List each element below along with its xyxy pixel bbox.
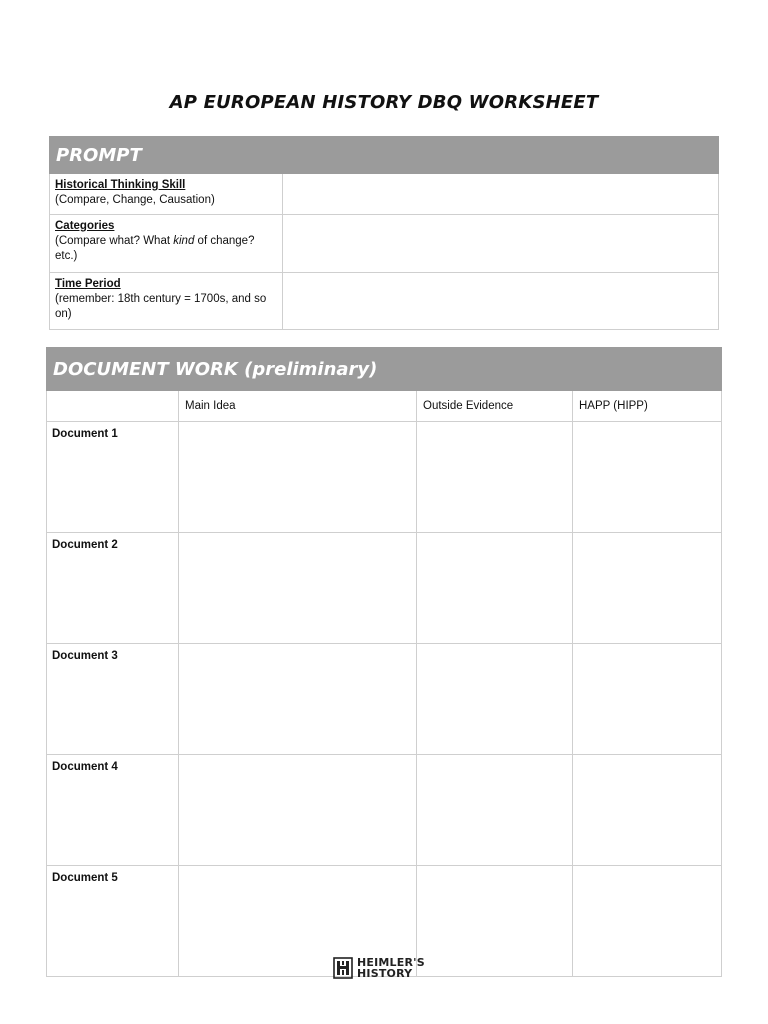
document-row xyxy=(47,422,722,533)
document-label: Document 4 xyxy=(47,755,179,866)
logo-wordmark: HEIMLER'S HISTORY xyxy=(357,956,425,980)
prompt-row-categories xyxy=(50,215,719,273)
main-idea-cell[interactable] xyxy=(179,644,417,755)
main-idea-cell[interactable] xyxy=(179,755,417,866)
column-header-happ: HAPP (HIPP) xyxy=(573,391,722,422)
heimlers-history-logo-icon xyxy=(333,957,353,979)
column-header-main-idea: Main Idea xyxy=(179,391,417,422)
document-row xyxy=(47,755,722,866)
happ-cell[interactable] xyxy=(573,755,722,866)
main-idea-cell[interactable] xyxy=(179,533,417,644)
document-row xyxy=(47,533,722,644)
main-idea-cell[interactable] xyxy=(179,422,417,533)
prompt-description: (remember: 18th century = 1700s, and so on) xyxy=(55,293,267,320)
prompt-answer-skill[interactable] xyxy=(283,174,719,215)
document-label: Document 2 xyxy=(47,533,179,644)
prompt-table xyxy=(49,136,719,330)
prompt-answer-time-period[interactable] xyxy=(283,273,719,330)
column-header-blank xyxy=(47,391,179,422)
prompt-header: PROMPT xyxy=(50,137,719,174)
prompt-row-skill xyxy=(50,174,719,215)
outside-evidence-cell[interactable] xyxy=(417,533,573,644)
outside-evidence-cell[interactable] xyxy=(417,422,573,533)
document-label: Document 5 xyxy=(47,866,179,977)
prompt-label: Time Period xyxy=(55,278,121,290)
document-label: Document 3 xyxy=(47,644,179,755)
document-work-header: DOCUMENT WORK (preliminary) xyxy=(47,348,722,391)
prompt-label-cell xyxy=(50,273,283,330)
happ-cell[interactable] xyxy=(573,422,722,533)
outside-evidence-cell[interactable] xyxy=(417,755,573,866)
column-header-row xyxy=(47,391,722,422)
prompt-label-cell xyxy=(50,215,283,273)
document-work-table xyxy=(46,347,722,980)
heimlers-history-logo xyxy=(333,955,425,981)
prompt-description: (Compare what? What kind of change? etc.) xyxy=(55,235,255,262)
prompt-row-time-period xyxy=(50,273,719,330)
happ-cell[interactable] xyxy=(573,644,722,755)
prompt-label-cell xyxy=(50,174,283,215)
outside-evidence-cell[interactable] xyxy=(417,866,573,977)
happ-cell[interactable] xyxy=(573,533,722,644)
document-label: Document 1 xyxy=(47,422,179,533)
prompt-label: Historical Thinking Skill xyxy=(55,179,186,191)
happ-cell[interactable] xyxy=(573,866,722,977)
column-header-outside-evidence: Outside Evidence xyxy=(417,391,573,422)
prompt-answer-categories[interactable] xyxy=(283,215,719,273)
prompt-label: Categories xyxy=(55,220,115,232)
page-title: AP EUROPEAN HISTORY DBQ WORKSHEET xyxy=(169,92,599,113)
prompt-description: (Compare, Change, Causation) xyxy=(55,194,215,206)
outside-evidence-cell[interactable] xyxy=(417,644,573,755)
document-row xyxy=(47,644,722,755)
